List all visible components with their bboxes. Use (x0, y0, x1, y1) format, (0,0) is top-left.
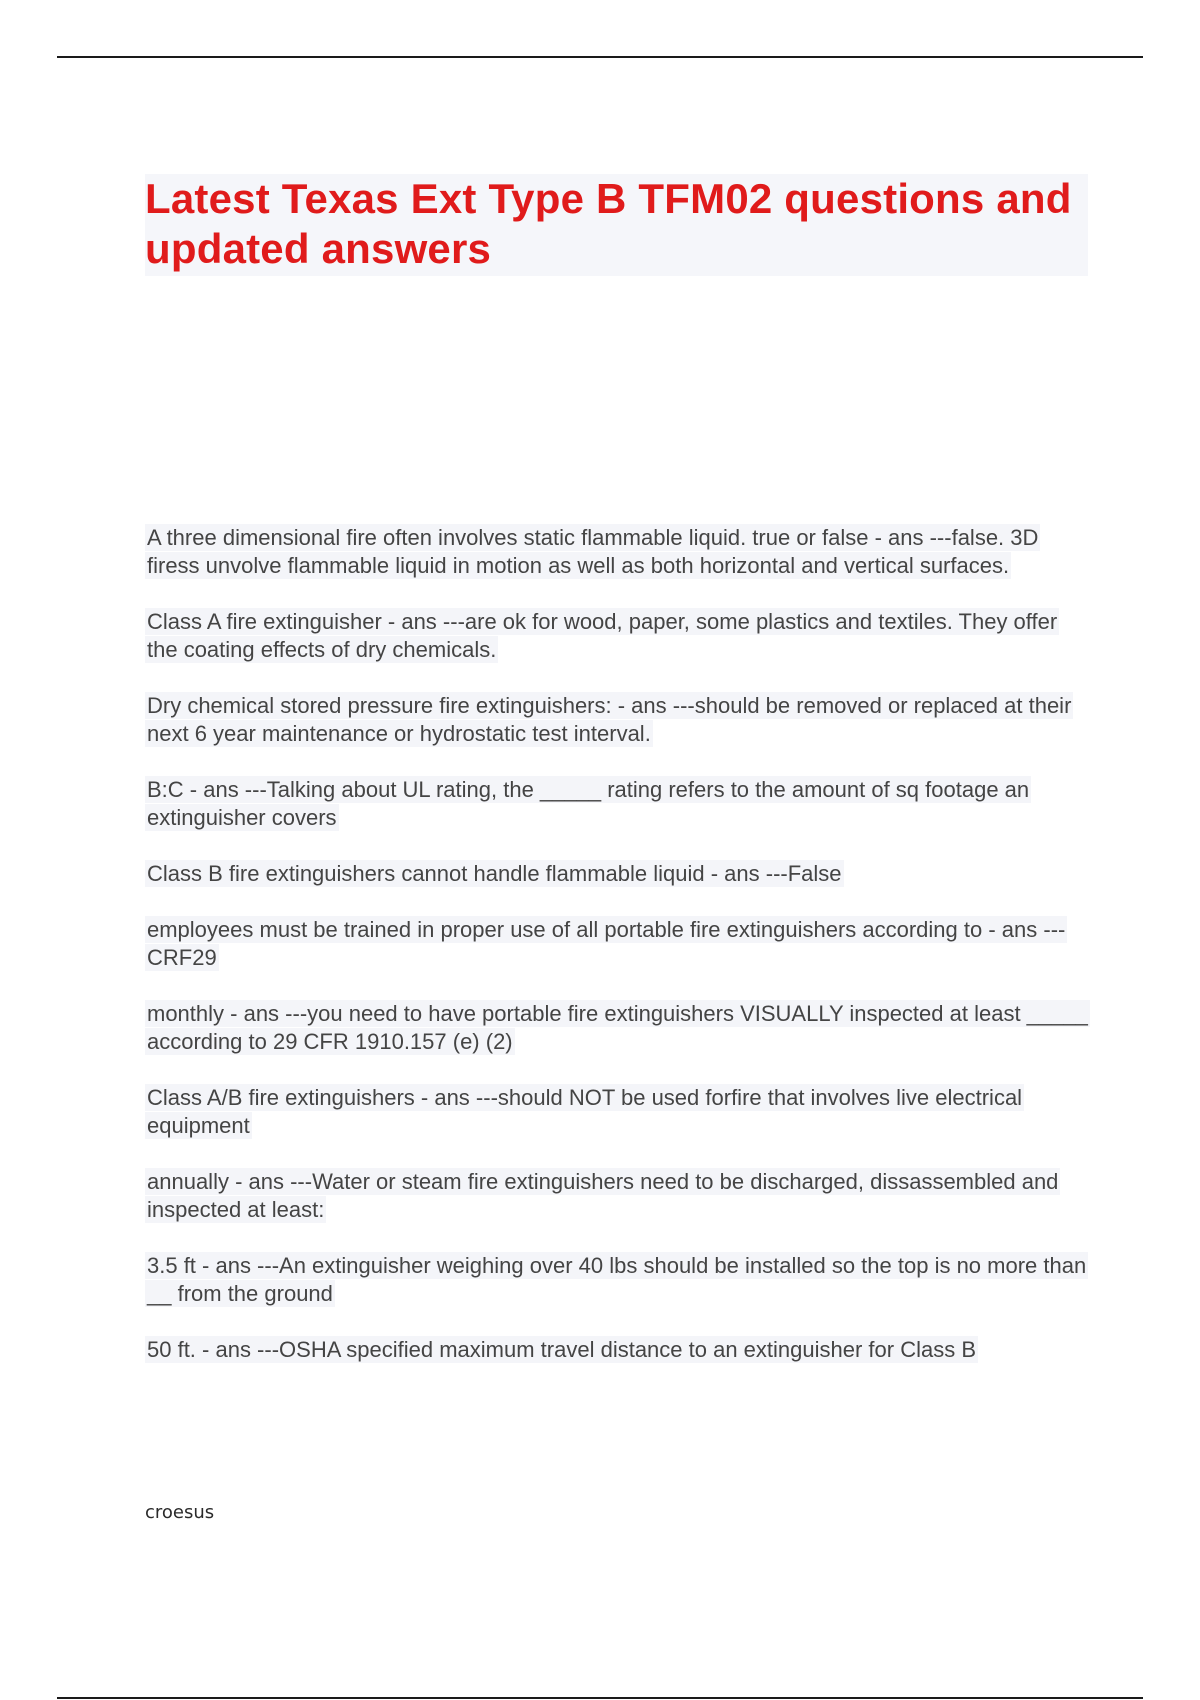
qa-item: annually - ans ---Water or steam fire extinguishers need to be discharged, dissassembled and inspected at least: (147, 1169, 1059, 1222)
author-name: croesus (145, 1502, 215, 1523)
qa-item: 50 ft. - ans ---OSHA specified maximum travel distance to an extinguisher for Class B (147, 1337, 976, 1362)
qa-item: A three dimensional fire often involves static flammable liquid. true or false - ans ---false. 3D firess unvolve flammable liquid in motion as well as both horizontal and vertical surfaces. (147, 525, 1039, 578)
qa-item: B:C - ans ---Talking about UL rating, the _____ rating refers to the amount of sq footage an extinguisher covers (147, 777, 1030, 830)
document-title: Latest Texas Ext Type B TFM02 questions and updated answers (145, 175, 1072, 272)
qa-item: Dry chemical stored pressure fire extinguishers: - ans ---should be removed or replaced at their next 6 year maintenance or hydrostatic test interval. (147, 693, 1072, 746)
qa-item: Class B fire extinguishers cannot handle flammable liquid - ans ---False (147, 861, 842, 886)
qa-item: Class A fire extinguisher - ans ---are ok for wood, paper, some plastics and textiles. They offer the coating effects of dry chemicals. (147, 609, 1058, 662)
qa-list (145, 524, 1090, 1364)
title-block (145, 174, 1088, 276)
qa-item: 3.5 ft - ans ---An extinguisher weighing over 40 lbs should be installed so the top is no more than __ from the ground (147, 1253, 1087, 1306)
qa-item: Class A/B fire extinguishers - ans ---should NOT be used forfire that involves live electrical equipment (147, 1085, 1023, 1138)
qa-item: employees must be trained in proper use of all portable fire extinguishers according to - ans ---CRF29 (147, 917, 1066, 970)
bottom-rule (57, 1697, 1143, 1699)
qa-item: monthly - ans ---you need to have portable fire extinguishers VISUALLY inspected at least _____ according to 29 CFR 1910.157 (e) (2) (147, 1001, 1088, 1054)
top-rule (57, 56, 1143, 58)
